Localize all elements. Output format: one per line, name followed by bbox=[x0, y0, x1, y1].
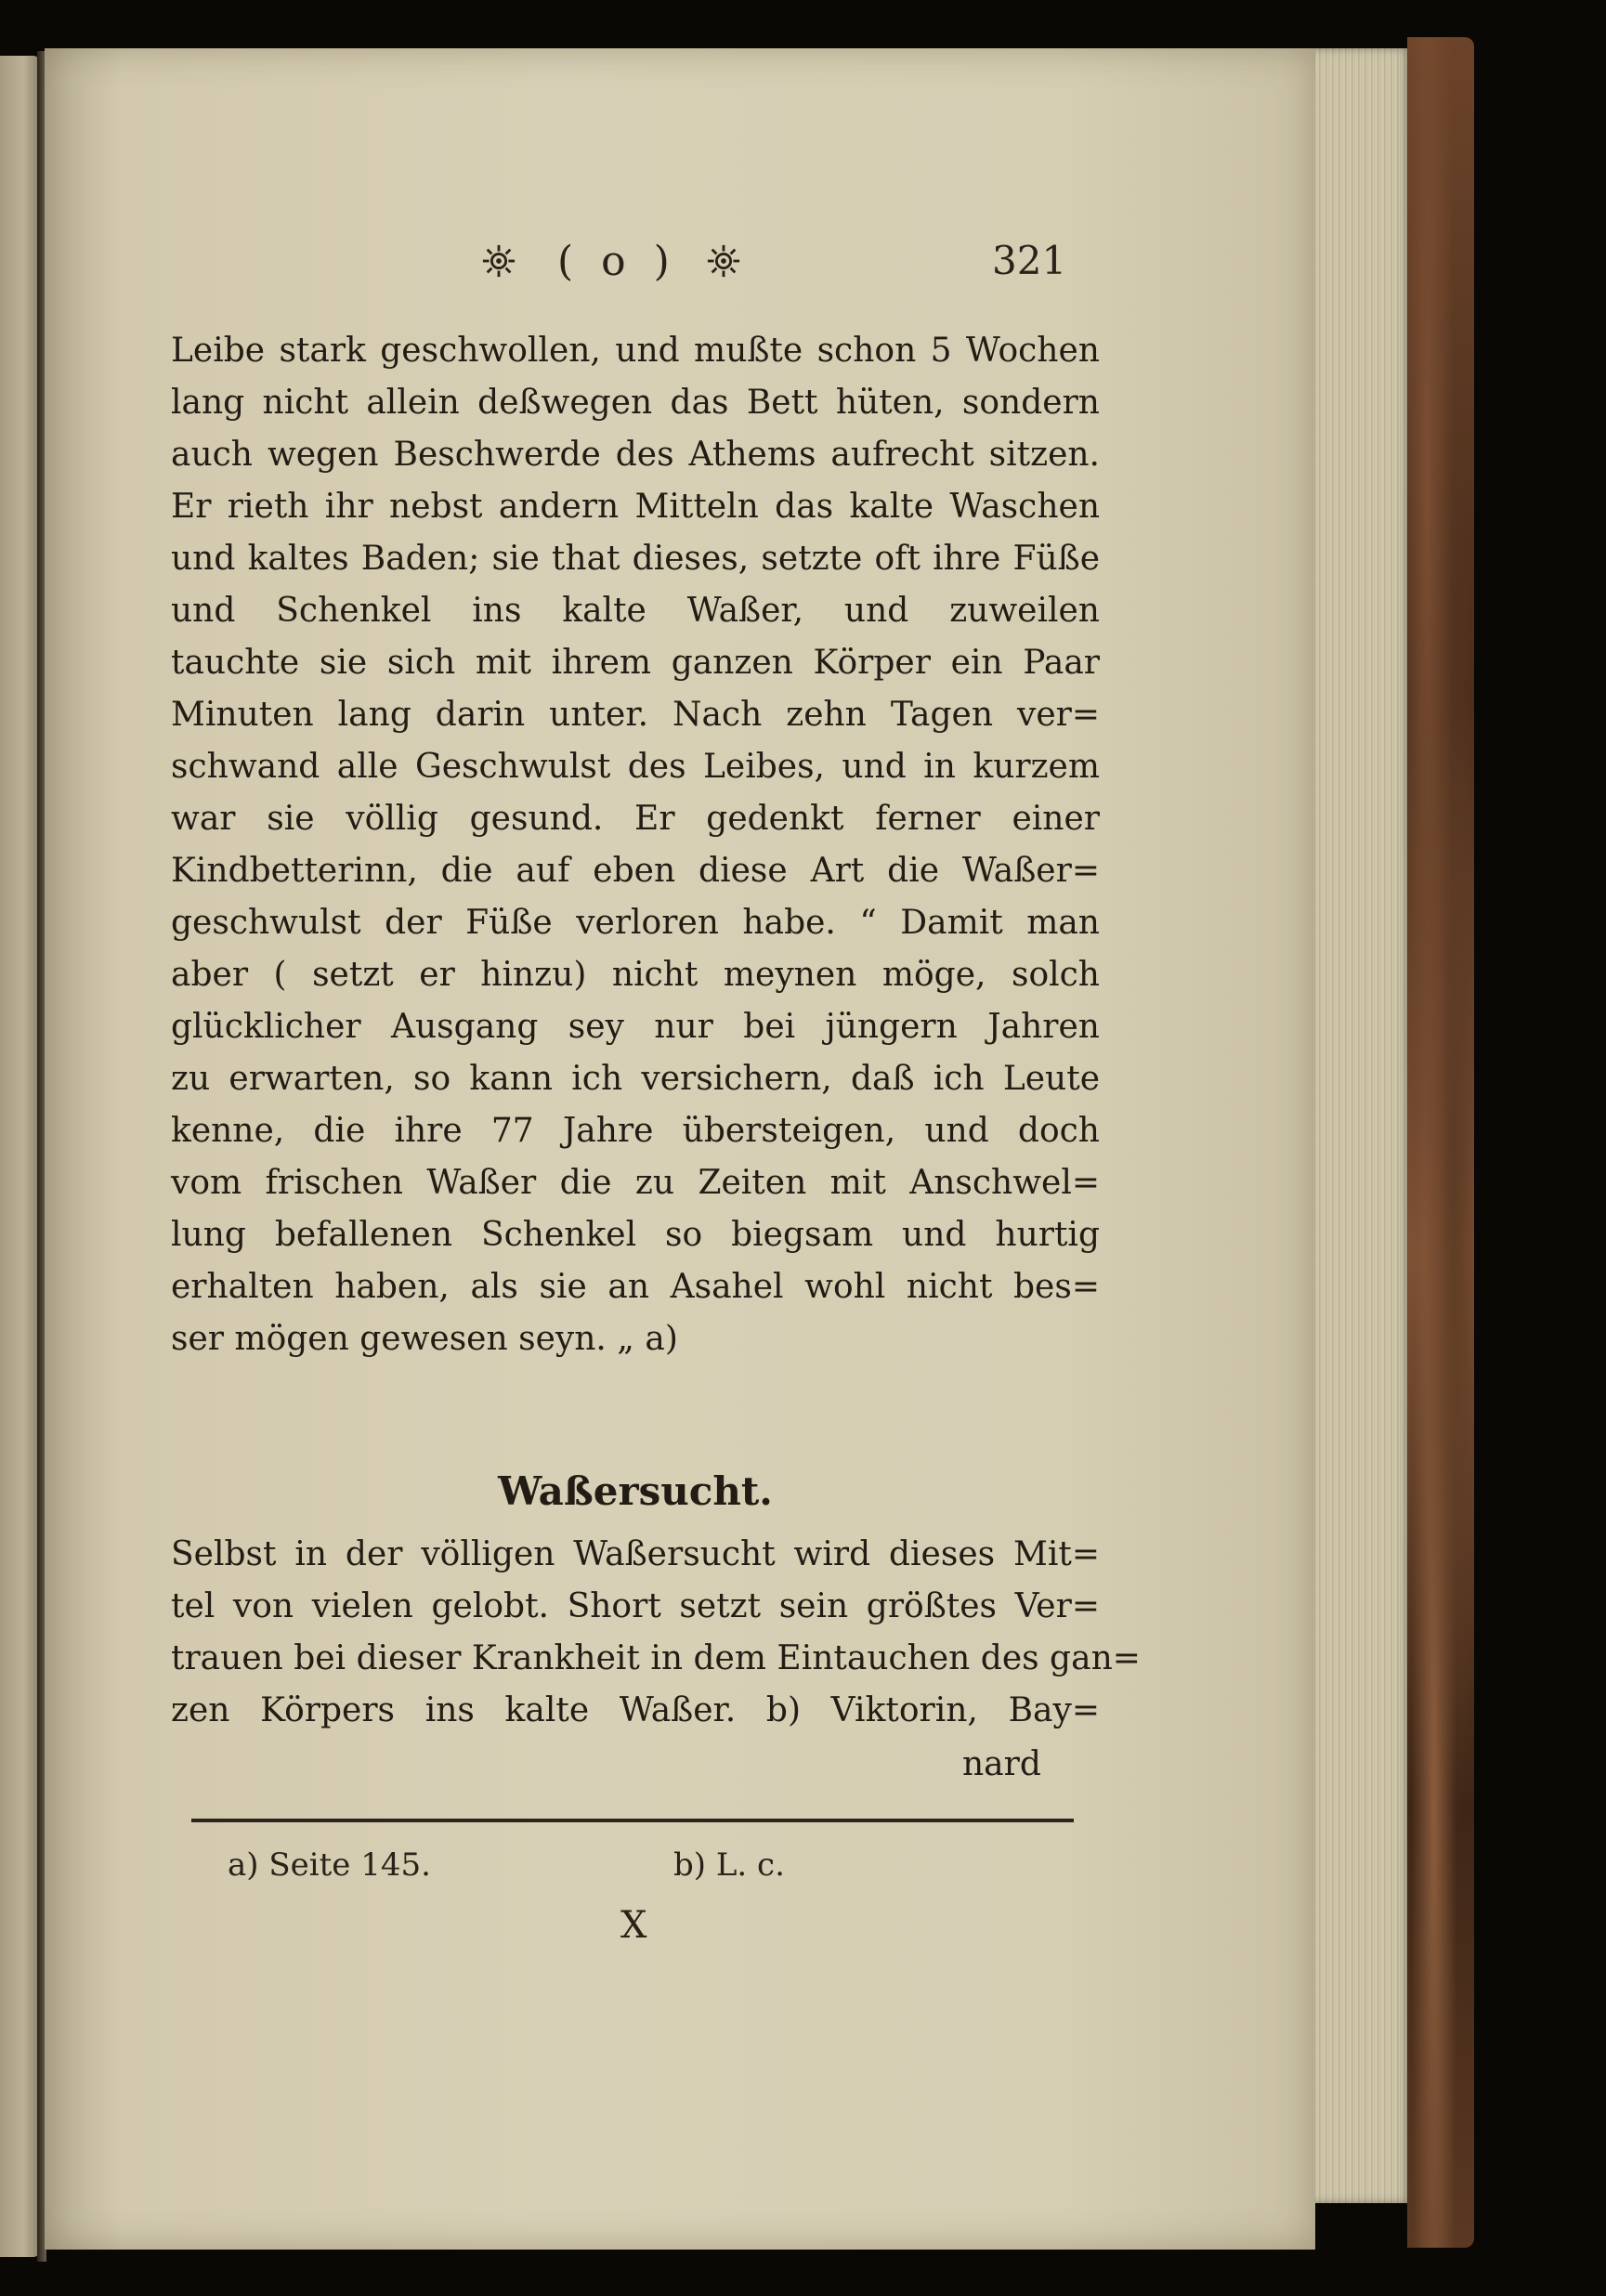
running-head bbox=[481, 238, 1076, 294]
text-line: lang nicht allein deßwegen das Bett hüten, sondern bbox=[171, 384, 1100, 422]
text-line: tauchte sie sich mit ihrem ganzen Körper ein Paar bbox=[171, 644, 1100, 682]
footnote-rule bbox=[191, 1819, 1074, 1822]
signature-mark: X bbox=[620, 1904, 647, 1947]
text-line: und Schenkel ins kalte Waßer, und zuweilen bbox=[171, 592, 1100, 630]
text-line: Kindbetterinn, die auf eben diese Art die Waßer= bbox=[171, 852, 1100, 890]
page-number: 321 bbox=[992, 238, 1067, 283]
text-line: Er rieth ihr nebst andern Mitteln das kalte Waschen bbox=[171, 488, 1100, 526]
text-line: Minuten lang darin unter. Nach zehn Tagen ver= bbox=[171, 696, 1100, 734]
marbled-cover bbox=[1407, 37, 1474, 2248]
text-line: aber ( setzt er hinzu) nicht meynen möge, solch bbox=[171, 956, 1100, 994]
text-line: glücklicher Ausgang sey nur bei jüngern Jahren bbox=[171, 1008, 1100, 1046]
page-stack-edge bbox=[1310, 48, 1412, 2203]
text-line: kenne, die ihre 77 Jahre übersteigen, und doch bbox=[171, 1112, 1100, 1150]
text-line: trauen bei dieser Krankheit in dem Eintauchen des gan= bbox=[171, 1639, 1141, 1677]
text-line: geschwulst der Füße verloren habe. “ Damit man bbox=[171, 904, 1100, 942]
text-line: ser mögen gewesen seyn. „ a) bbox=[171, 1320, 678, 1358]
text-line: tel von vielen gelobt. Short setzt sein größtes Ver= bbox=[171, 1587, 1100, 1625]
text-line: Leibe stark geschwollen, und mußte schon 5 Wochen bbox=[171, 332, 1100, 370]
catchword: nard bbox=[962, 1745, 1041, 1783]
sun-ornament-icon bbox=[706, 243, 741, 279]
sun-ornament-icon bbox=[481, 243, 516, 279]
text-line: vom frischen Waßer die zu Zeiten mit Anschwel= bbox=[171, 1164, 1100, 1202]
text-line: Selbst in der völligen Waßersucht wird dieses Mit= bbox=[171, 1535, 1100, 1573]
header-mark: ( o ) bbox=[557, 238, 677, 285]
text-line: zen Körpers ins kalte Waßer. b) Viktorin, Bay= bbox=[171, 1691, 1100, 1729]
text-line: auch wegen Beschwerde des Athems aufrecht sitzen. bbox=[171, 436, 1100, 474]
section-heading: Waßersucht. bbox=[498, 1468, 773, 1514]
text-line: schwand alle Geschwulst des Leibes, und in kurzem bbox=[171, 748, 1100, 786]
footnote-b: b) L. c. bbox=[673, 1846, 785, 1884]
footnote-a: a) Seite 145. bbox=[228, 1846, 431, 1884]
text-line: und kaltes Baden; sie that dieses, setzte oft ihre Füße bbox=[171, 540, 1100, 578]
text-line: lung befallenen Schenkel so biegsam und hurtig bbox=[171, 1216, 1100, 1254]
text-line: zu erwarten, so kann ich versichern, daß ich Leute bbox=[171, 1060, 1100, 1098]
text-line: war sie völlig gesund. Er gedenkt ferner einer bbox=[171, 800, 1100, 838]
text-line: erhalten haben, als sie an Asahel wohl nicht bes= bbox=[171, 1268, 1100, 1306]
facing-page-edge bbox=[0, 56, 39, 2257]
